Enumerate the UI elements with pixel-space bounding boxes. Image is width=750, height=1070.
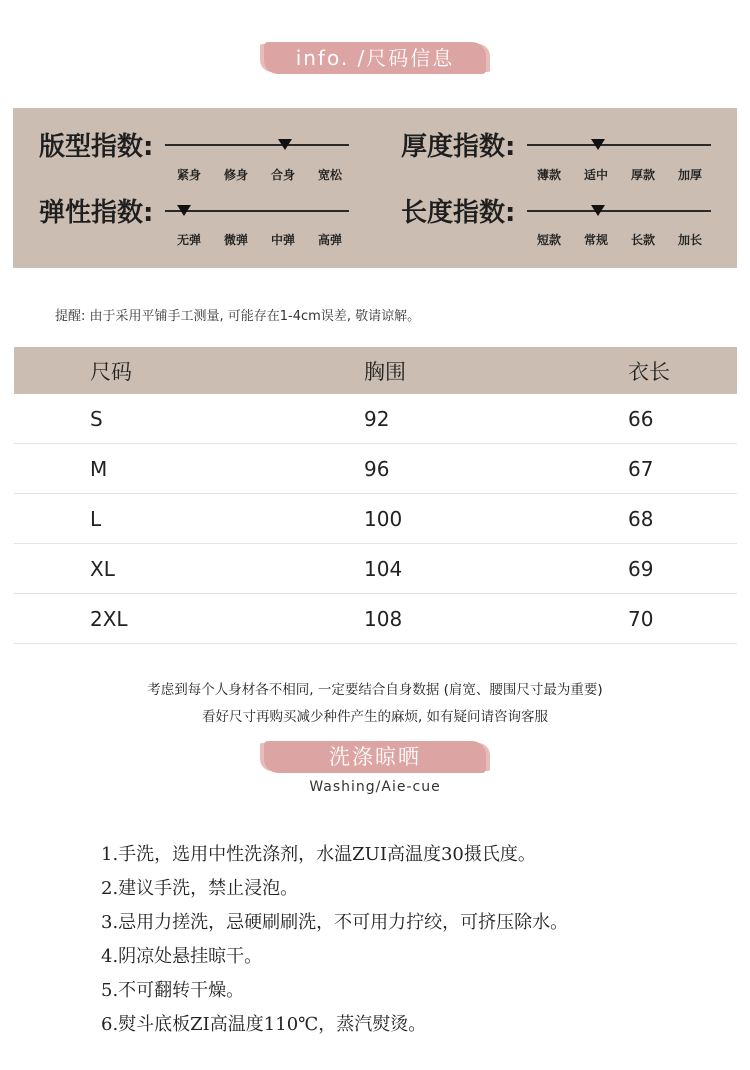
chest-cell: 100 [364,506,403,531]
scale-label: 短款 [537,233,562,247]
size-cell: S [90,406,103,431]
size-cell: 2XL [90,606,128,631]
chest-cell: 96 [364,456,390,481]
info-banner: info. /尺码信息 [264,42,486,74]
table-row [14,444,737,494]
wash-banner: 洗涤晾晒 [264,741,486,773]
chest-cell: 104 [364,556,403,581]
scale-label: 厚款 [631,168,656,182]
index-label: 弹性指数: [39,198,154,228]
wash-instruction: 1.手洗，选用中性洗涤剂，水温ZUI高温度30摄氏度。 [101,844,536,865]
wash-instruction-list [101,838,568,1042]
size-cell: L [90,506,102,531]
length-cell: 66 [628,406,654,431]
wash-subtitle: Washing/Aie-cue [309,779,441,795]
length-cell: 68 [628,506,654,531]
scale-label: 加长 [678,233,703,247]
size-cell: XL [90,556,115,581]
wash-instruction: 5.不可翻转干燥。 [101,980,245,1001]
scale-label: 修身 [224,168,249,182]
index-pointer [278,139,292,150]
scale-label: 薄款 [537,168,562,182]
table-header-row [14,347,737,394]
size-tip: 考虑到每个人身材各不相同, 一定要结合自身数据 (肩宽、腰围尺寸最为重要) [147,682,603,698]
scale-label: 微弹 [224,233,249,247]
table-row [14,544,737,594]
wash-instruction: 4.阴凉处悬挂晾干。 [101,946,263,967]
header-length: 衣长 [628,359,670,384]
wash-instruction: 2.建议手洗，禁止浸泡。 [101,878,299,899]
length-cell: 67 [628,456,654,481]
scale-label: 宽松 [318,168,343,182]
index-pointer [591,205,605,216]
index-scale-line [165,144,349,146]
index-label: 厚度指数: [401,132,516,162]
length-cell: 70 [628,606,654,631]
index-label: 版型指数: [39,132,154,162]
index-pointer [177,205,191,216]
length-cell: 69 [628,556,654,581]
size-table [14,347,737,644]
header-chest: 胸围 [364,359,406,384]
index-scale-line [527,210,711,212]
scale-label: 中弹 [271,233,296,247]
table-row [14,394,737,444]
index-pointer [591,139,605,150]
size-cell: M [90,456,108,481]
scale-label: 长款 [631,233,656,247]
wash-instruction: 6.熨斗底板ZI高温度110℃，蒸汽熨烫。 [101,1014,427,1035]
header-size: 尺码 [90,359,132,384]
index-label: 长度指数: [401,198,516,228]
size-tip: 看好尺寸再购买减少种件产生的麻烦, 如有疑问请咨询客服 [201,709,549,725]
table-row [14,594,737,644]
scale-label: 适中 [584,168,609,182]
scale-label: 高弹 [318,233,343,247]
scale-label: 加厚 [678,168,703,182]
table-row [14,494,737,544]
fit-index-panel [13,108,737,268]
wash-instruction: 3.忌用力搓洗，忌硬刷刷洗，不可用力拧绞，可挤压除水。 [101,912,569,933]
scale-label: 常规 [584,233,609,247]
index-scale-line [165,210,349,212]
scale-label: 合身 [271,168,296,182]
chest-cell: 108 [364,606,403,631]
scale-label: 无弹 [177,233,202,247]
scale-label: 紧身 [177,168,202,182]
measurement-note: 提醒: 由于采用平铺手工测量, 可能存在1-4cm误差, 敬请谅解。 [55,309,421,324]
index-scale-line [527,144,711,146]
chest-cell: 92 [364,406,390,431]
